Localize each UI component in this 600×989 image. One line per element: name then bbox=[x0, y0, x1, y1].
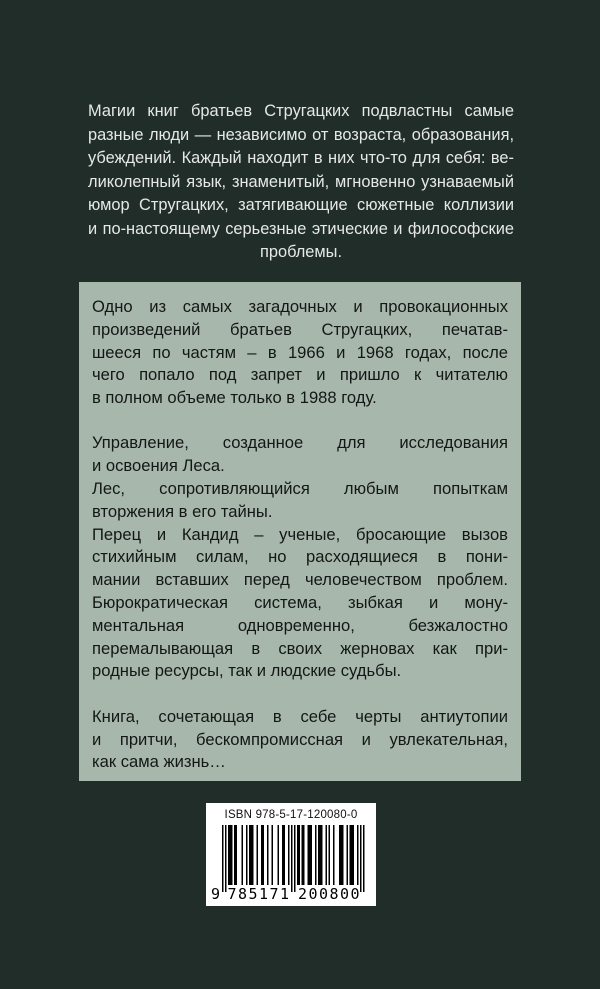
barcode-bar bbox=[339, 825, 341, 885]
barcode-digit: 8 bbox=[238, 885, 248, 903]
annotation-line: ментальная одновременно, безжалостно bbox=[92, 615, 508, 635]
barcode-bar bbox=[242, 825, 244, 885]
barcode-bar bbox=[329, 825, 331, 885]
intro-line: проблемы. bbox=[259, 243, 343, 261]
intro-line: убеждений. Каждый находит в них что-то для себя: ве- bbox=[88, 149, 514, 167]
annotation-line: Одно из самых загадочных и провокационных bbox=[92, 297, 508, 316]
annotation-line: вторжения в его тайны. bbox=[92, 501, 273, 521]
annotation-line: чего попало под запрет и пришло к читателю bbox=[92, 365, 508, 385]
annotation-line: Управление, созданное для исследования bbox=[92, 433, 508, 453]
barcode-bar bbox=[291, 825, 293, 892]
barcode-bar bbox=[318, 825, 320, 885]
barcode-bar bbox=[341, 825, 343, 885]
intro-line: разные люди — независимо от возраста, образования, bbox=[88, 125, 514, 144]
annotation-line: стихийным силам, но расходящиеся в пони- bbox=[92, 547, 508, 567]
barcode-bar bbox=[267, 825, 269, 885]
barcode-digit: 5 bbox=[248, 885, 258, 903]
annotation-line: и притчи, бескомпромиссная и увлекательная, bbox=[92, 729, 508, 749]
barcode-digit: 1 bbox=[280, 885, 290, 903]
barcode-bar bbox=[333, 825, 335, 885]
intro-text bbox=[88, 100, 514, 265]
annotation-line: мании вставших перед человечеством проблем. bbox=[92, 570, 508, 590]
barcode-bar bbox=[228, 825, 230, 885]
annotation-line: и освоения Леса. bbox=[92, 456, 225, 476]
annotation-line: как сама жизнь… bbox=[92, 752, 226, 772]
barcode-digit: 0 bbox=[308, 885, 318, 903]
barcode-bar bbox=[363, 825, 365, 892]
barcode-bar bbox=[320, 825, 322, 885]
barcode-digit: 0 bbox=[350, 885, 360, 903]
barcode-bar bbox=[251, 825, 253, 885]
barcode-bar bbox=[315, 825, 317, 885]
barcode-bar bbox=[257, 825, 259, 885]
intro-line: и по-настоящему серьезные этические и философские bbox=[88, 219, 514, 238]
annotation-paragraph bbox=[92, 432, 508, 683]
barcode-bar bbox=[326, 825, 328, 885]
barcode-digit: 2 bbox=[298, 885, 308, 903]
intro-line: ликолепный язык, знаменитый, мгновенно узнаваемый bbox=[88, 172, 514, 191]
barcode-digit: 0 bbox=[319, 885, 329, 903]
annotation-line: Лес, сопротивляющийся любым попыткам bbox=[92, 479, 508, 499]
barcode-bar bbox=[347, 825, 349, 885]
barcode-bar bbox=[342, 825, 344, 885]
barcode-bar bbox=[309, 825, 311, 885]
annotation-panel bbox=[79, 282, 521, 781]
barcode-bar bbox=[350, 825, 352, 885]
barcode-bar bbox=[263, 825, 265, 885]
barcode-bar bbox=[236, 825, 238, 885]
barcode-bar bbox=[252, 825, 254, 885]
barcode-bar bbox=[282, 825, 284, 885]
barcode-bar bbox=[261, 825, 263, 885]
barcode-digit: 8 bbox=[329, 885, 339, 903]
intro-line: Магии книг братьев Стругацких подвластны самые bbox=[88, 102, 514, 120]
intro-line: юмор Стругацких, затягивающие сюжетные коллизии bbox=[88, 196, 514, 214]
barcode-digit: 9 bbox=[211, 885, 221, 903]
annotation-line: шееся по частям – в 1966 и 1968 годах, после bbox=[92, 342, 508, 362]
annotation-line: произведений братьев Стругацких, печатав- bbox=[92, 319, 508, 339]
barcode-bar bbox=[231, 825, 233, 885]
barcode-bar bbox=[351, 825, 353, 885]
annotation-line: Перец и Кандид – ученые, бросающие вызов bbox=[92, 524, 508, 544]
barcode-bar bbox=[294, 825, 296, 892]
barcode-bar bbox=[357, 825, 359, 885]
annotation-line: Книга, сочетающая в себе черты антиутопии bbox=[92, 706, 508, 726]
annotation-line: в полном объеме только в 1988 году. bbox=[92, 388, 377, 408]
barcode-bar bbox=[360, 825, 362, 892]
annotation-paragraph bbox=[92, 706, 508, 774]
barcode-bar bbox=[308, 825, 310, 885]
barcode-bar bbox=[225, 825, 227, 892]
barcode-bar bbox=[299, 825, 301, 885]
isbn-label: ISBN 978-5-17-120080-0 bbox=[224, 809, 358, 821]
barcode-bar bbox=[302, 825, 304, 885]
annotation-line: Бюрократическая система, зыбкая и мону- bbox=[92, 593, 508, 613]
barcode-bar bbox=[249, 825, 251, 885]
barcode-bar bbox=[353, 825, 355, 885]
annotation-line: перемалывающая в своих жерновах как при- bbox=[92, 638, 508, 658]
barcode-digit: 7 bbox=[269, 885, 279, 903]
barcode-digit: 1 bbox=[259, 885, 269, 903]
barcode-bar bbox=[234, 825, 236, 885]
barcode-bar bbox=[246, 825, 248, 885]
barcode-bar bbox=[230, 825, 232, 885]
barcode-bar bbox=[297, 825, 299, 885]
barcode-bar bbox=[303, 825, 305, 885]
barcode-digit: 7 bbox=[227, 885, 237, 903]
isbn-barcode bbox=[206, 803, 376, 906]
barcode-bar bbox=[288, 825, 290, 885]
barcode-bar bbox=[222, 825, 224, 892]
barcode-bar bbox=[278, 825, 280, 885]
barcode-bar bbox=[311, 825, 313, 885]
barcode-bar bbox=[272, 825, 274, 885]
annotation-paragraph bbox=[92, 296, 508, 410]
barcode-bar bbox=[284, 825, 286, 885]
barcode-digit: 0 bbox=[340, 885, 350, 903]
barcode-bar bbox=[321, 825, 323, 885]
annotation-line: родные ресурсы, так и людские судьбы. bbox=[92, 661, 402, 681]
